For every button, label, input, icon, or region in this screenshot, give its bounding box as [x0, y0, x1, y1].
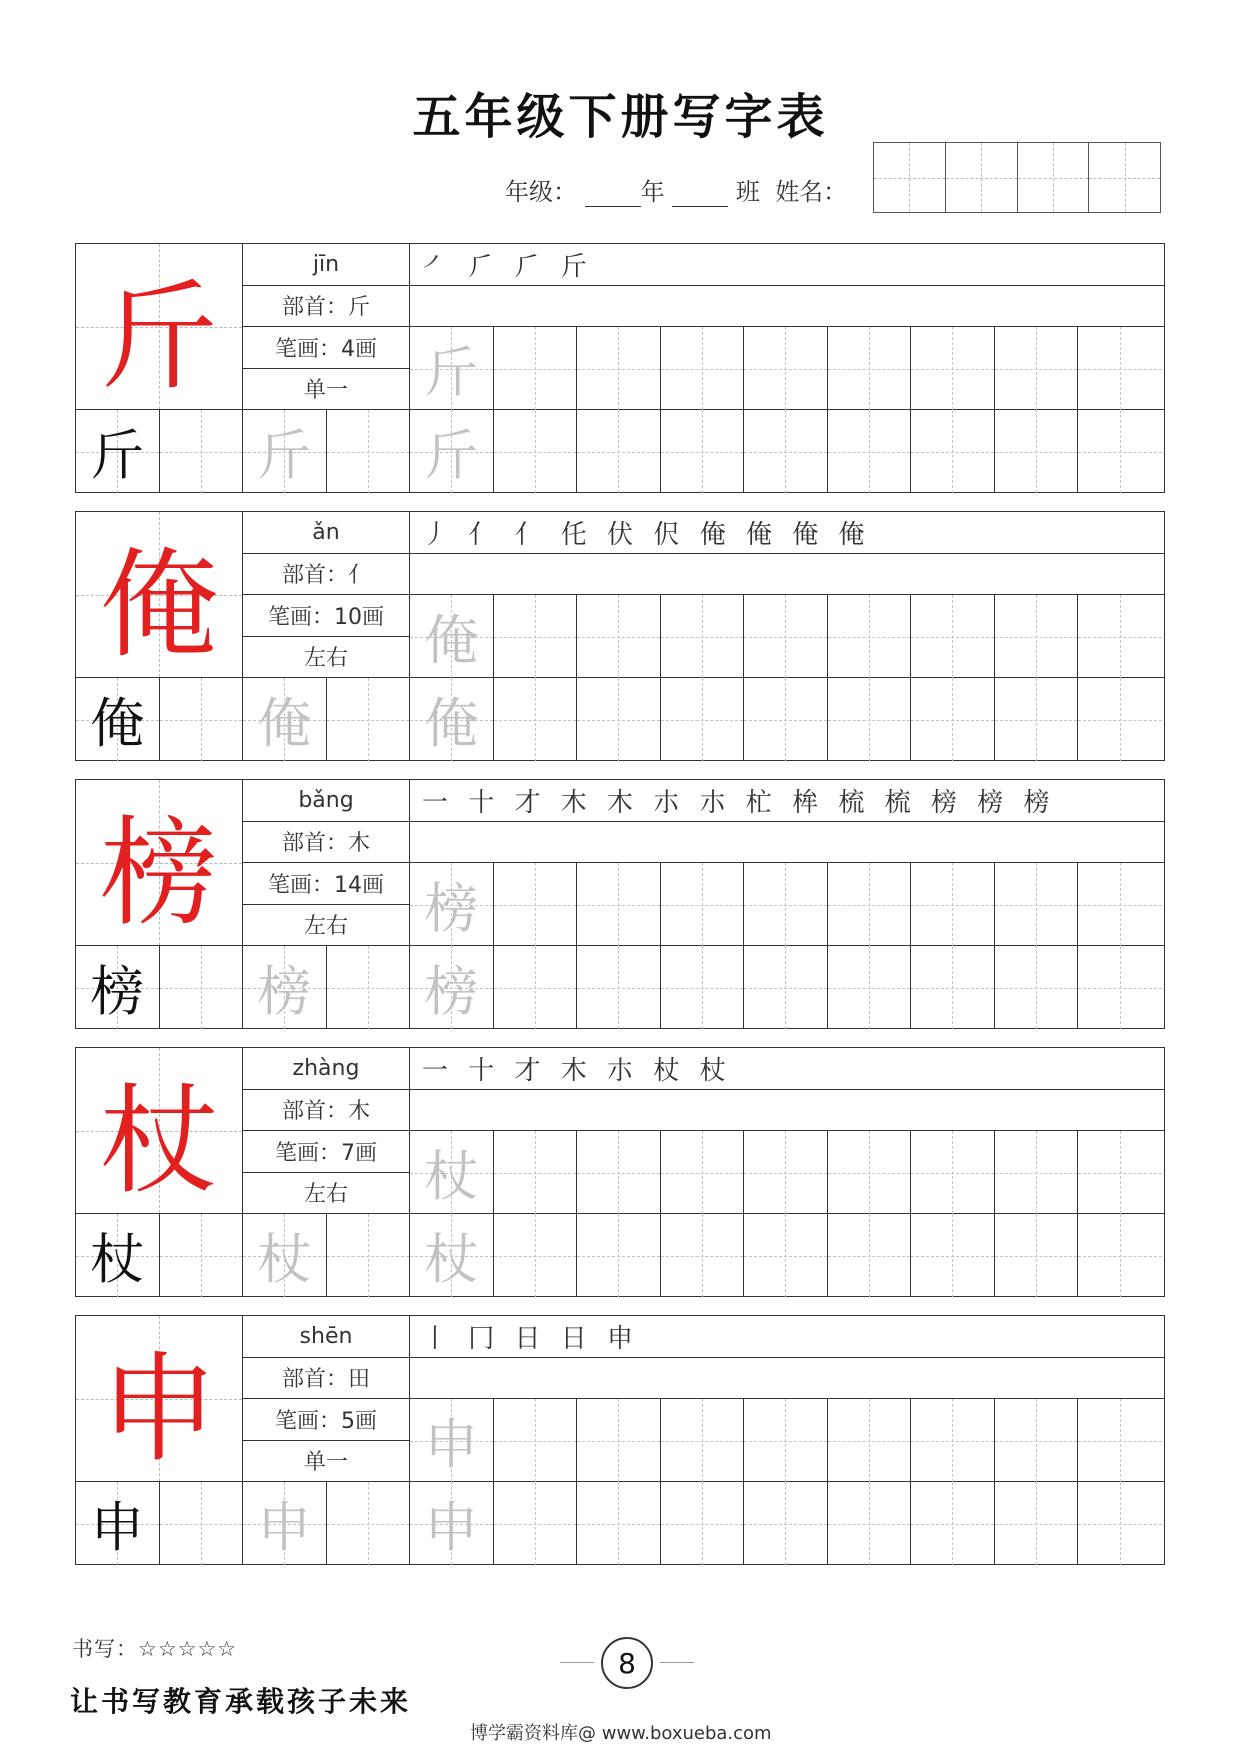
practice-cell[interactable]	[995, 327, 1079, 410]
trace-character: 俺	[424, 609, 479, 672]
practice-cell[interactable]	[828, 595, 912, 678]
page-number: 8	[601, 1637, 653, 1689]
practice-cell[interactable]	[911, 1214, 995, 1297]
character-block	[75, 1047, 1165, 1297]
practice-cell[interactable]	[995, 595, 1079, 678]
practice-cell[interactable]	[410, 595, 494, 678]
practice-cell[interactable]	[995, 1399, 1079, 1482]
practice-cell[interactable]	[661, 1399, 745, 1482]
reference-character: 申	[90, 1496, 145, 1559]
practice-cell[interactable]	[828, 410, 912, 493]
slogan: 让书写教育承载孩子未来	[70, 1685, 412, 1718]
radical-cell: 部首：田	[243, 1358, 410, 1400]
practice-cell[interactable]	[494, 678, 578, 761]
practice-cell[interactable]	[995, 410, 1079, 493]
practice-cell[interactable]	[160, 1214, 244, 1297]
practice-cell[interactable]	[494, 946, 578, 1029]
name-box[interactable]	[1089, 143, 1160, 212]
practice-cell[interactable]	[1078, 863, 1162, 946]
name-boxes[interactable]	[873, 142, 1161, 213]
practice-cell[interactable]	[995, 946, 1079, 1029]
practice-cell[interactable]	[410, 1131, 494, 1214]
practice-cell[interactable]	[995, 1214, 1079, 1297]
practice-cell[interactable]	[494, 1482, 578, 1565]
practice-row	[76, 410, 1164, 492]
practice-cell[interactable]	[744, 863, 828, 946]
practice-cell[interactable]	[828, 1214, 912, 1297]
practice-cell[interactable]	[577, 1214, 661, 1297]
practice-cell[interactable]	[661, 1482, 745, 1565]
practice-cell[interactable]	[911, 946, 995, 1029]
practice-cell[interactable]	[661, 946, 745, 1029]
practice-cell[interactable]	[995, 1131, 1079, 1214]
name-label: 姓名：	[775, 178, 848, 206]
practice-cell[interactable]	[76, 1482, 160, 1565]
reference-character: 俺	[90, 692, 145, 755]
trace-character: 俺	[257, 692, 312, 755]
practice-cell[interactable]	[577, 863, 661, 946]
practice-cell[interactable]	[243, 410, 327, 493]
radical-cell: 部首：亻	[243, 554, 410, 596]
model-character	[76, 1316, 243, 1482]
practice-cell[interactable]	[327, 1214, 411, 1297]
structure-cell: 左右	[243, 905, 410, 947]
page-number-decoration	[560, 1662, 594, 1663]
trace-character: 申	[257, 1496, 312, 1559]
practice-cell[interactable]	[661, 595, 745, 678]
strokes-cell: 笔画：5画	[243, 1399, 410, 1441]
pinyin-cell: shēn	[243, 1316, 410, 1358]
model-character-glyph: 杖	[99, 1071, 218, 1210]
practice-cell[interactable]	[327, 678, 411, 761]
practice-cell[interactable]	[744, 327, 828, 410]
practice-cell[interactable]	[577, 1482, 661, 1565]
model-character	[76, 512, 243, 678]
practice-cell[interactable]	[1078, 327, 1162, 410]
stroke-order-row: 丨 冂 日 日 申	[410, 1316, 1164, 1358]
practice-cell[interactable]	[494, 595, 578, 678]
practice-cell[interactable]	[911, 1482, 995, 1565]
character-block	[75, 1315, 1165, 1565]
blank-row[interactable]	[410, 1358, 1164, 1400]
practice-cell[interactable]	[76, 410, 160, 493]
practice-cell[interactable]	[577, 327, 661, 410]
practice-cell[interactable]	[410, 1399, 494, 1482]
practice-cell[interactable]	[661, 678, 745, 761]
class-label: 班	[735, 178, 760, 206]
practice-cell[interactable]	[995, 678, 1079, 761]
practice-cell[interactable]	[1078, 595, 1162, 678]
strokes-cell: 笔画：4画	[243, 327, 410, 369]
model-character-glyph: 榜	[99, 803, 218, 942]
practice-cell[interactable]	[327, 946, 411, 1029]
practice-cell[interactable]	[744, 1482, 828, 1565]
practice-cell[interactable]	[911, 595, 995, 678]
practice-cell[interactable]	[911, 678, 995, 761]
practice-cell[interactable]	[76, 678, 160, 761]
page-number-decoration	[660, 1662, 694, 1663]
watermark: 博学霸资料库@ www.boxueba.com	[470, 1723, 772, 1744]
practice-cell[interactable]	[577, 678, 661, 761]
practice-cell[interactable]	[1078, 410, 1162, 493]
blank-row[interactable]	[410, 822, 1164, 864]
grade-blank[interactable]	[585, 188, 641, 207]
name-box[interactable]	[1018, 143, 1090, 212]
practice-cell[interactable]	[744, 946, 828, 1029]
practice-cell[interactable]	[494, 863, 578, 946]
practice-cell[interactable]	[1078, 1482, 1162, 1565]
name-box[interactable]	[946, 143, 1018, 212]
practice-row	[410, 1399, 1164, 1482]
practice-cell[interactable]	[828, 946, 912, 1029]
name-box[interactable]	[874, 143, 946, 212]
practice-cell[interactable]	[1078, 1131, 1162, 1214]
strokes-cell: 笔画：7画	[243, 1131, 410, 1173]
stroke-order-row: 一 十 才 木 朩 杖 杖	[410, 1048, 1164, 1090]
reference-character: 榜	[90, 960, 145, 1023]
practice-cell[interactable]	[1078, 678, 1162, 761]
practice-cell[interactable]	[76, 946, 160, 1029]
practice-cell[interactable]	[744, 1131, 828, 1214]
stroke-order-row: ㇒ ⺁ ⺁ 斤	[410, 244, 1164, 286]
trace-character: 斤	[424, 341, 479, 404]
blank-row[interactable]	[410, 286, 1164, 328]
practice-cell[interactable]	[661, 327, 745, 410]
radical-cell: 部首：木	[243, 822, 410, 864]
strokes-cell: 笔画：14画	[243, 863, 410, 905]
practice-cell[interactable]	[828, 863, 912, 946]
character-block	[75, 243, 1165, 493]
practice-cell[interactable]	[828, 1482, 912, 1565]
practice-cell[interactable]	[243, 678, 327, 761]
practice-cell[interactable]	[577, 1399, 661, 1482]
practice-cell[interactable]	[828, 1399, 912, 1482]
practice-cell[interactable]	[995, 863, 1079, 946]
model-character-glyph: 申	[99, 1339, 218, 1478]
model-character-glyph: 俺	[99, 535, 218, 674]
reference-character: 斤	[90, 424, 145, 487]
practice-cell[interactable]	[243, 1214, 327, 1297]
trace-character: 俺	[424, 692, 479, 755]
trace-character: 杖	[424, 1228, 479, 1291]
radical-cell: 部首：木	[243, 1090, 410, 1132]
practice-cell[interactable]	[410, 327, 494, 410]
structure-cell: 单一	[243, 1441, 410, 1483]
model-character-glyph: 斤	[99, 267, 218, 406]
practice-cell[interactable]	[494, 327, 578, 410]
blank-row[interactable]	[410, 1090, 1164, 1132]
practice-cell[interactable]	[1078, 1214, 1162, 1297]
trace-character: 杖	[424, 1145, 479, 1208]
practice-cell[interactable]	[76, 1214, 160, 1297]
trace-character: 榜	[424, 877, 479, 940]
page-title: 五年级下册写字表	[412, 89, 829, 145]
stroke-order-row: 丿 亻 亻 仛 伏 伬 俺 俺 俺 俺	[410, 512, 1164, 554]
practice-row	[410, 1131, 1164, 1214]
trace-character: 榜	[257, 960, 312, 1023]
practice-row	[410, 327, 1164, 410]
practice-row	[76, 1214, 1164, 1296]
practice-row	[76, 678, 1164, 760]
practice-cell[interactable]	[577, 1131, 661, 1214]
practice-cell[interactable]	[327, 410, 411, 493]
strokes-cell: 笔画：10画	[243, 595, 410, 637]
practice-cell[interactable]	[744, 595, 828, 678]
practice-cell[interactable]	[410, 946, 494, 1029]
practice-cell[interactable]	[577, 946, 661, 1029]
class-blank[interactable]	[672, 188, 728, 207]
practice-cell[interactable]	[160, 678, 244, 761]
trace-character: 斤	[424, 424, 479, 487]
year-label: 年	[640, 178, 665, 206]
practice-cell[interactable]	[744, 410, 828, 493]
practice-cell[interactable]	[577, 595, 661, 678]
structure-cell: 单一	[243, 369, 410, 411]
stroke-order-row: 一 十 才 木 木 朩 朩 杧 桙 梳 梳 榜 榜 榜	[410, 780, 1164, 822]
practice-cell[interactable]	[243, 946, 327, 1029]
practice-cell[interactable]	[410, 863, 494, 946]
practice-cell[interactable]	[160, 946, 244, 1029]
student-info	[505, 172, 847, 207]
practice-cell[interactable]	[744, 678, 828, 761]
practice-cell[interactable]	[410, 1482, 494, 1565]
practice-cell[interactable]	[828, 1131, 912, 1214]
radical-cell: 部首：斤	[243, 286, 410, 328]
structure-cell: 左右	[243, 637, 410, 679]
practice-cell[interactable]	[160, 410, 244, 493]
character-block	[75, 779, 1165, 1029]
practice-cell[interactable]	[410, 678, 494, 761]
model-character	[76, 780, 243, 946]
practice-cell[interactable]	[577, 410, 661, 493]
character-block	[75, 511, 1165, 761]
practice-row	[76, 1482, 1164, 1564]
practice-cell[interactable]	[911, 863, 995, 946]
model-character	[76, 244, 243, 410]
practice-cell[interactable]	[661, 1214, 745, 1297]
practice-cell[interactable]	[494, 1399, 578, 1482]
practice-row	[410, 863, 1164, 946]
writing-rating: 书写：☆☆☆☆☆	[72, 1637, 238, 1661]
practice-cell[interactable]	[911, 327, 995, 410]
practice-cell[interactable]	[911, 1131, 995, 1214]
trace-character: 申	[424, 1496, 479, 1559]
practice-row	[76, 946, 1164, 1028]
trace-character: 斤	[257, 424, 312, 487]
practice-row	[410, 595, 1164, 678]
practice-cell[interactable]	[410, 1214, 494, 1297]
pinyin-cell: jīn	[243, 244, 410, 286]
pinyin-cell: ǎn	[243, 512, 410, 554]
pinyin-cell: zhàng	[243, 1048, 410, 1090]
practice-cell[interactable]	[661, 410, 745, 493]
practice-cell[interactable]	[494, 410, 578, 493]
practice-cell[interactable]	[911, 410, 995, 493]
practice-cell[interactable]	[494, 1214, 578, 1297]
practice-cell[interactable]	[744, 1214, 828, 1297]
practice-cell[interactable]	[494, 1131, 578, 1214]
practice-cell[interactable]	[661, 1131, 745, 1214]
practice-cell[interactable]	[911, 1399, 995, 1482]
practice-cell[interactable]	[410, 410, 494, 493]
pinyin-cell: bǎng	[243, 780, 410, 822]
grade-label: 年级：	[505, 178, 577, 206]
trace-character: 杖	[257, 1228, 312, 1291]
practice-cell[interactable]	[744, 1399, 828, 1482]
trace-character: 榜	[424, 960, 479, 1023]
practice-cell[interactable]	[1078, 1399, 1162, 1482]
structure-cell: 左右	[243, 1173, 410, 1215]
practice-cell[interactable]	[661, 863, 745, 946]
practice-cell[interactable]	[1078, 946, 1162, 1029]
practice-cell[interactable]	[160, 1482, 244, 1565]
blank-row[interactable]	[410, 554, 1164, 596]
practice-cell[interactable]	[828, 327, 912, 410]
practice-cell[interactable]	[243, 1482, 327, 1565]
practice-cell[interactable]	[327, 1482, 411, 1565]
practice-cell[interactable]	[995, 1482, 1079, 1565]
trace-character: 申	[424, 1413, 479, 1476]
model-character	[76, 1048, 243, 1214]
reference-character: 杖	[90, 1228, 145, 1291]
practice-cell[interactable]	[828, 678, 912, 761]
